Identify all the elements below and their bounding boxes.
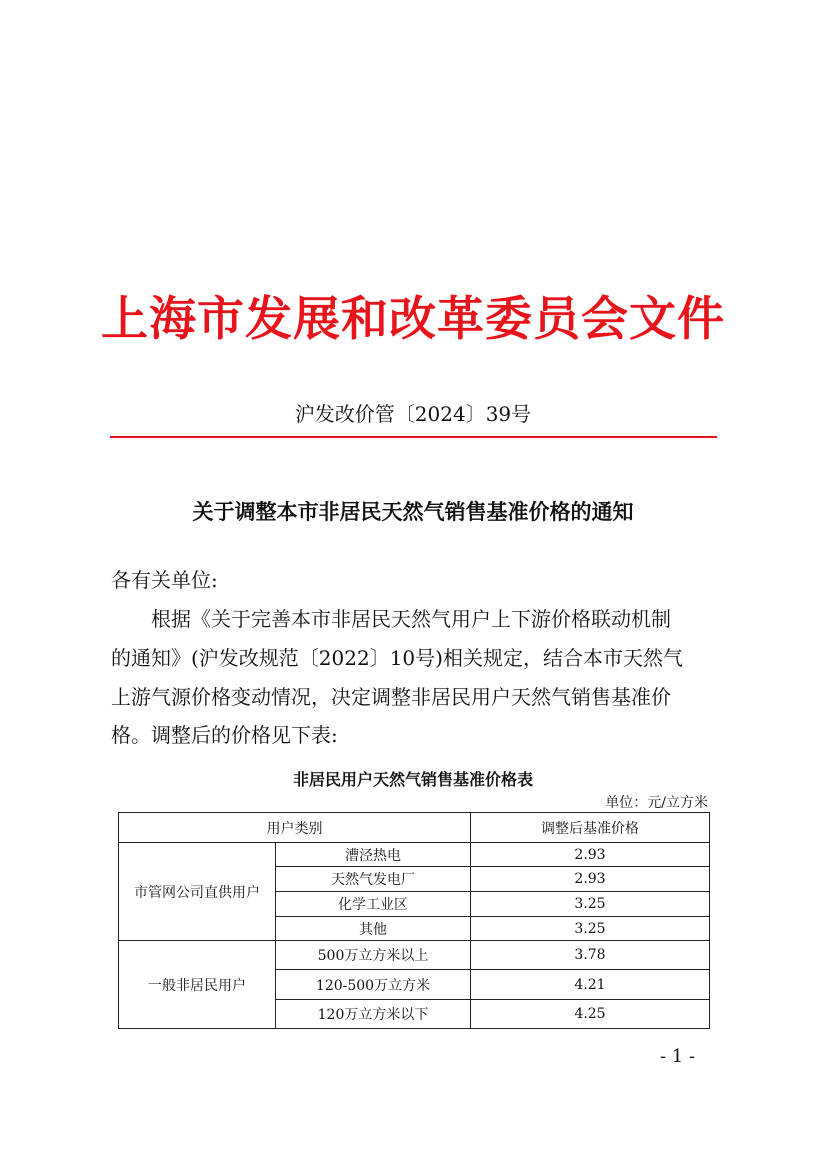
user-type: 化学工业区 — [276, 892, 471, 917]
price: 4.21 — [471, 970, 710, 1000]
table-row — [119, 843, 710, 867]
document-number: 沪发改价管〔2024〕39号 — [294, 402, 532, 426]
table-row — [119, 941, 710, 970]
user-type: 500万立方米以上 — [276, 941, 471, 970]
table-unit: 单位：元/立方米 — [605, 795, 708, 811]
body-line: 上游气源价格变动情况，决定调整非居民用户天然气销售基准价 — [111, 685, 671, 709]
body-line: 格。调整后的价格见下表: — [111, 723, 338, 747]
header-price: 调整后基准价格 — [471, 813, 710, 843]
price: 3.25 — [471, 917, 710, 941]
price: 2.93 — [471, 843, 710, 867]
body-line: 的通知》(沪发改规范〔2022〕10号)相关规定，结合本市天然气 — [111, 646, 683, 670]
price: 2.93 — [471, 867, 710, 892]
price: 4.25 — [471, 1000, 710, 1029]
body-line: 根据《关于完善本市非居民天然气用户上下游价格联动机制 — [111, 607, 671, 631]
red-divider — [110, 436, 717, 438]
group-name: 市管网公司直供用户 — [119, 843, 276, 941]
user-type: 120-500万立方米 — [276, 970, 471, 1000]
notice-title: 关于调整本市非居民天然气销售基准价格的通知 — [192, 499, 634, 524]
price: 3.25 — [471, 892, 710, 917]
price: 3.78 — [471, 941, 710, 970]
user-type: 120万立方米以下 — [276, 1000, 471, 1029]
price-table — [118, 812, 710, 1029]
user-type: 其他 — [276, 917, 471, 941]
issuing-organization-header: 上海市发展和改革委员会文件 — [101, 292, 725, 347]
user-type: 天然气发电厂 — [276, 867, 471, 892]
page-number: - 1 - — [660, 1046, 696, 1067]
table-title: 非居民用户天然气销售基准价格表 — [292, 770, 533, 789]
group-name: 一般非居民用户 — [119, 941, 276, 1029]
header-user-category: 用户类别 — [119, 813, 471, 843]
salutation: 各有关单位: — [111, 568, 218, 592]
user-type: 漕泾热电 — [276, 843, 471, 867]
table-header-row — [119, 813, 710, 843]
